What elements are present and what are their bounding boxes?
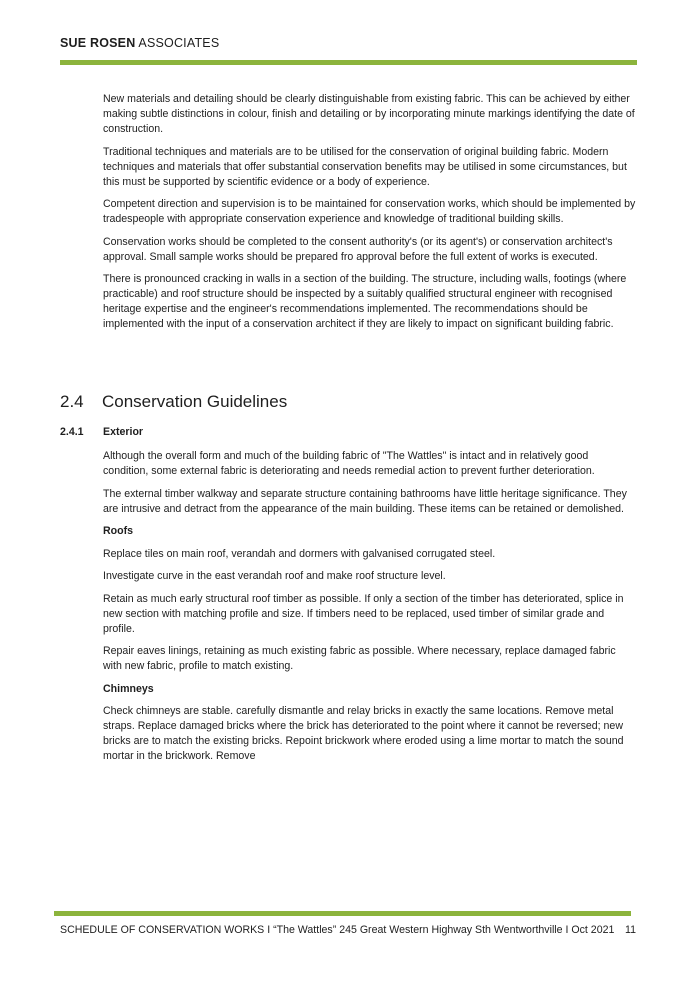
brand-name-bold: SUE ROSEN <box>60 36 136 50</box>
subsection-title: Exterior <box>103 426 144 438</box>
paragraph: Investigate curve in the east verandah roof and make roof structure level. <box>103 570 446 582</box>
paragraph: There is pronounced cracking in walls in a section of the building. The structure, including walls, footings (where practicable) and roof structure should be inspected by a suitably qualified structural engineer with recognised heritage expertise and the engineer's recommendations implemented. The recommendations should be implemented with the input of a conservation architect if they are likely to impact on significant building fabric. <box>103 273 627 330</box>
paragraph: Repair eaves linings, retaining as much existing fabric as possible. Where necessary, replace damaged fabric with new fabric, profile to match existing. <box>103 645 616 672</box>
footer-divider <box>54 911 631 916</box>
paragraph: Competent direction and supervision is to be maintained for conservation works, which should be implemented by tradespeople with appropriate conservation experience and knowledge of traditional building skills. <box>103 198 636 225</box>
paragraph: Retain as much early structural roof timber as possible. If only a section of the timber has deteriorated, splice in new section with matching profile and size. If timbers need to be replaced, used timber of similar grade and profile. <box>103 592 624 635</box>
exterior-section <box>103 449 636 772</box>
subsection-number: 2.4.1 <box>60 426 84 438</box>
brand-name-rest: ASSOCIATES <box>138 36 220 50</box>
section-title: Conservation Guidelines <box>102 392 288 411</box>
paragraph: Replace tiles on main roof, verandah and dormers with galvanised corrugated steel. <box>103 547 496 560</box>
paragraph: Traditional techniques and materials are to be utilised for the conservation of original building fabric. Modern techniques and materials that offer substantial conservation benefits may be utilised in some circumstances, but this must be supported by scientific evidence or a body of experience. <box>103 145 627 188</box>
chimneys-label: Chimneys <box>103 682 154 695</box>
intro-section <box>103 92 636 340</box>
page-number: 11 <box>625 924 636 936</box>
page-footer <box>60 924 640 936</box>
section-number: 2.4 <box>60 392 84 411</box>
section-heading <box>60 392 287 412</box>
footer-text: SCHEDULE OF CONSERVATION WORKS I “The Wattles” 245 Great Western Highway Sth Wentworthville I Oct 2021 <box>60 924 615 936</box>
paragraph: The external timber walkway and separate structure containing bathrooms have little heritage significance. They are intrusive and detract from the appearance of the main building. These items can be retained or demolished. <box>103 487 627 515</box>
paragraph: Check chimneys are stable. carefully dismantle and relay bricks in exactly the same locations. Remove metal straps. Replace damaged bricks where the brick has deteriorated to the point where it cannot be reversed; new bricks are to match the existing bricks. Repoint brickwork where eroded using a lime mortar to match the sound mortar in the brickwork. Remove <box>103 705 624 762</box>
paragraph: Although the overall form and much of the building fabric of "The Wattles" is intact and in relatively good condition, some external fabric is deteriorating and needs remedial action to prevent further deterioration. <box>103 450 595 477</box>
subsection-heading <box>60 426 143 438</box>
paragraph: Conservation works should be completed to the consent authority's (or its agent's) or conservation architect's approval. Small sample works should be prepared fro approval before the full extent of works is executed. <box>103 235 613 263</box>
roofs-label: Roofs <box>103 525 134 537</box>
page-header <box>60 36 219 50</box>
header-divider <box>60 60 637 65</box>
paragraph: New materials and detailing should be clearly distinguishable from existing fabric. This can be achieved by either making subtle distinctions in colour, finish and detailing or by incorporating minute markings identifying the date of construction. <box>103 93 635 135</box>
